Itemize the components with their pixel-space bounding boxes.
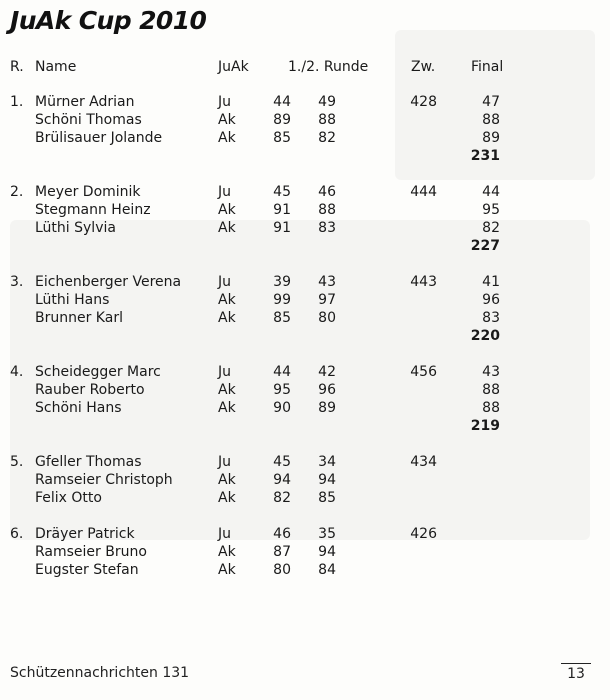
shooter-name: Felix Otto <box>35 490 102 506</box>
round2-score: 94 <box>318 472 336 488</box>
final-score: 89 <box>482 130 500 146</box>
category-cell: Ak <box>218 472 236 488</box>
category-cell: Ak <box>218 310 236 326</box>
shooter-name: Eichenberger Verena <box>35 274 182 290</box>
round1-score: 89 <box>273 112 291 128</box>
header-rounds: 1./2. Runde <box>288 59 369 75</box>
round2-score: 96 <box>318 382 336 398</box>
round2-score: 97 <box>318 292 336 308</box>
round2-score: 43 <box>318 274 336 290</box>
shooter-name: Scheidegger Marc <box>35 364 161 380</box>
shooter-name: Lüthi Hans <box>35 292 110 308</box>
round2-score: 84 <box>318 562 336 578</box>
round1-score: 87 <box>273 544 291 560</box>
category-cell: Ju <box>218 526 232 542</box>
shooter-name: Dräyer Patrick <box>35 526 135 542</box>
category-cell: Ak <box>218 292 236 308</box>
category-cell: Ak <box>218 382 236 398</box>
final-score: 43 <box>482 364 500 380</box>
shooter-name: Rauber Roberto <box>35 382 145 398</box>
category-cell: Ak <box>218 202 236 218</box>
round2-score: 88 <box>318 112 336 128</box>
shooter-name: Stegmann Heinz <box>35 202 151 218</box>
round1-score: 91 <box>273 220 291 236</box>
round2-score: 35 <box>318 526 336 542</box>
category-cell: Ju <box>218 274 232 290</box>
category-cell: Ju <box>218 364 232 380</box>
final-total: 231 <box>470 148 500 164</box>
final-score: 88 <box>482 382 500 398</box>
final-score: 96 <box>482 292 500 308</box>
header-name: Name <box>35 59 77 75</box>
page-title: JuAk Cup 2010 <box>10 6 207 35</box>
round2-score: 85 <box>318 490 336 506</box>
rank-cell: 2. <box>10 184 24 200</box>
round1-score: 80 <box>273 562 291 578</box>
round1-score: 39 <box>273 274 291 290</box>
rank-cell: 5. <box>10 454 24 470</box>
round2-score: 34 <box>318 454 336 470</box>
category-cell: Ak <box>218 130 236 146</box>
round2-score: 88 <box>318 202 336 218</box>
final-score: 41 <box>482 274 500 290</box>
category-cell: Ak <box>218 220 236 236</box>
final-score: 88 <box>482 400 500 416</box>
rank-cell: 3. <box>10 274 24 290</box>
shooter-name: Lüthi Sylvia <box>35 220 116 236</box>
final-score: 44 <box>482 184 500 200</box>
page-number: 13 <box>567 666 585 682</box>
round1-score: 45 <box>273 454 291 470</box>
final-score: 95 <box>482 202 500 218</box>
round1-score: 85 <box>273 130 291 146</box>
round2-score: 94 <box>318 544 336 560</box>
final-score: 47 <box>482 94 500 110</box>
round1-score: 99 <box>273 292 291 308</box>
rank-cell: 6. <box>10 526 24 542</box>
round2-score: 46 <box>318 184 336 200</box>
shooter-name: Gfeller Thomas <box>35 454 142 470</box>
round1-score: 45 <box>273 184 291 200</box>
round1-score: 82 <box>273 490 291 506</box>
round2-score: 42 <box>318 364 336 380</box>
round1-score: 95 <box>273 382 291 398</box>
shooter-name: Brülisauer Jolande <box>35 130 163 146</box>
intermediate-total-cell: 444 <box>410 184 437 200</box>
round1-score: 44 <box>273 94 291 110</box>
round1-score: 90 <box>273 400 291 416</box>
final-total: 227 <box>470 238 500 254</box>
round1-score: 91 <box>273 202 291 218</box>
round1-score: 46 <box>273 526 291 542</box>
round2-score: 83 <box>318 220 336 236</box>
shooter-name: Meyer Dominik <box>35 184 141 200</box>
shooter-name: Mürner Adrian <box>35 94 135 110</box>
shooter-name: Ramseier Christoph <box>35 472 173 488</box>
shooter-name: Schöni Thomas <box>35 112 142 128</box>
category-cell: Ju <box>218 454 232 470</box>
shooter-name: Eugster Stefan <box>35 562 139 578</box>
final-score: 82 <box>482 220 500 236</box>
final-score: 83 <box>482 310 500 326</box>
intermediate-total-cell: 434 <box>410 454 437 470</box>
round1-score: 94 <box>273 472 291 488</box>
round2-score: 89 <box>318 400 336 416</box>
rank-cell: 1. <box>10 94 24 110</box>
category-cell: Ak <box>218 544 236 560</box>
shooter-name: Schöni Hans <box>35 400 122 416</box>
round2-score: 49 <box>318 94 336 110</box>
final-total: 220 <box>470 328 500 344</box>
intermediate-total-cell: 426 <box>410 526 437 542</box>
category-cell: Ak <box>218 400 236 416</box>
round1-score: 85 <box>273 310 291 326</box>
footer-publication: Schützennachrichten 131 <box>10 665 190 681</box>
rank-cell: 4. <box>10 364 24 380</box>
category-cell: Ak <box>218 490 236 506</box>
category-cell: Ju <box>218 94 232 110</box>
final-score: 88 <box>482 112 500 128</box>
page-number-rule <box>561 663 591 664</box>
category-cell: Ju <box>218 184 232 200</box>
header-final: Final <box>471 59 504 75</box>
final-total: 219 <box>470 418 500 434</box>
category-cell: Ak <box>218 562 236 578</box>
intermediate-total-cell: 456 <box>410 364 437 380</box>
intermediate-total-cell: 428 <box>410 94 437 110</box>
round2-score: 80 <box>318 310 336 326</box>
shooter-name: Brunner Karl <box>35 310 123 326</box>
header-zw: Zw. <box>411 59 436 75</box>
intermediate-total-cell: 443 <box>410 274 437 290</box>
header-juak: JuAk <box>218 59 249 75</box>
category-cell: Ak <box>218 112 236 128</box>
round1-score: 44 <box>273 364 291 380</box>
header-rank: R. <box>10 59 24 75</box>
shooter-name: Ramseier Bruno <box>35 544 147 560</box>
round2-score: 82 <box>318 130 336 146</box>
